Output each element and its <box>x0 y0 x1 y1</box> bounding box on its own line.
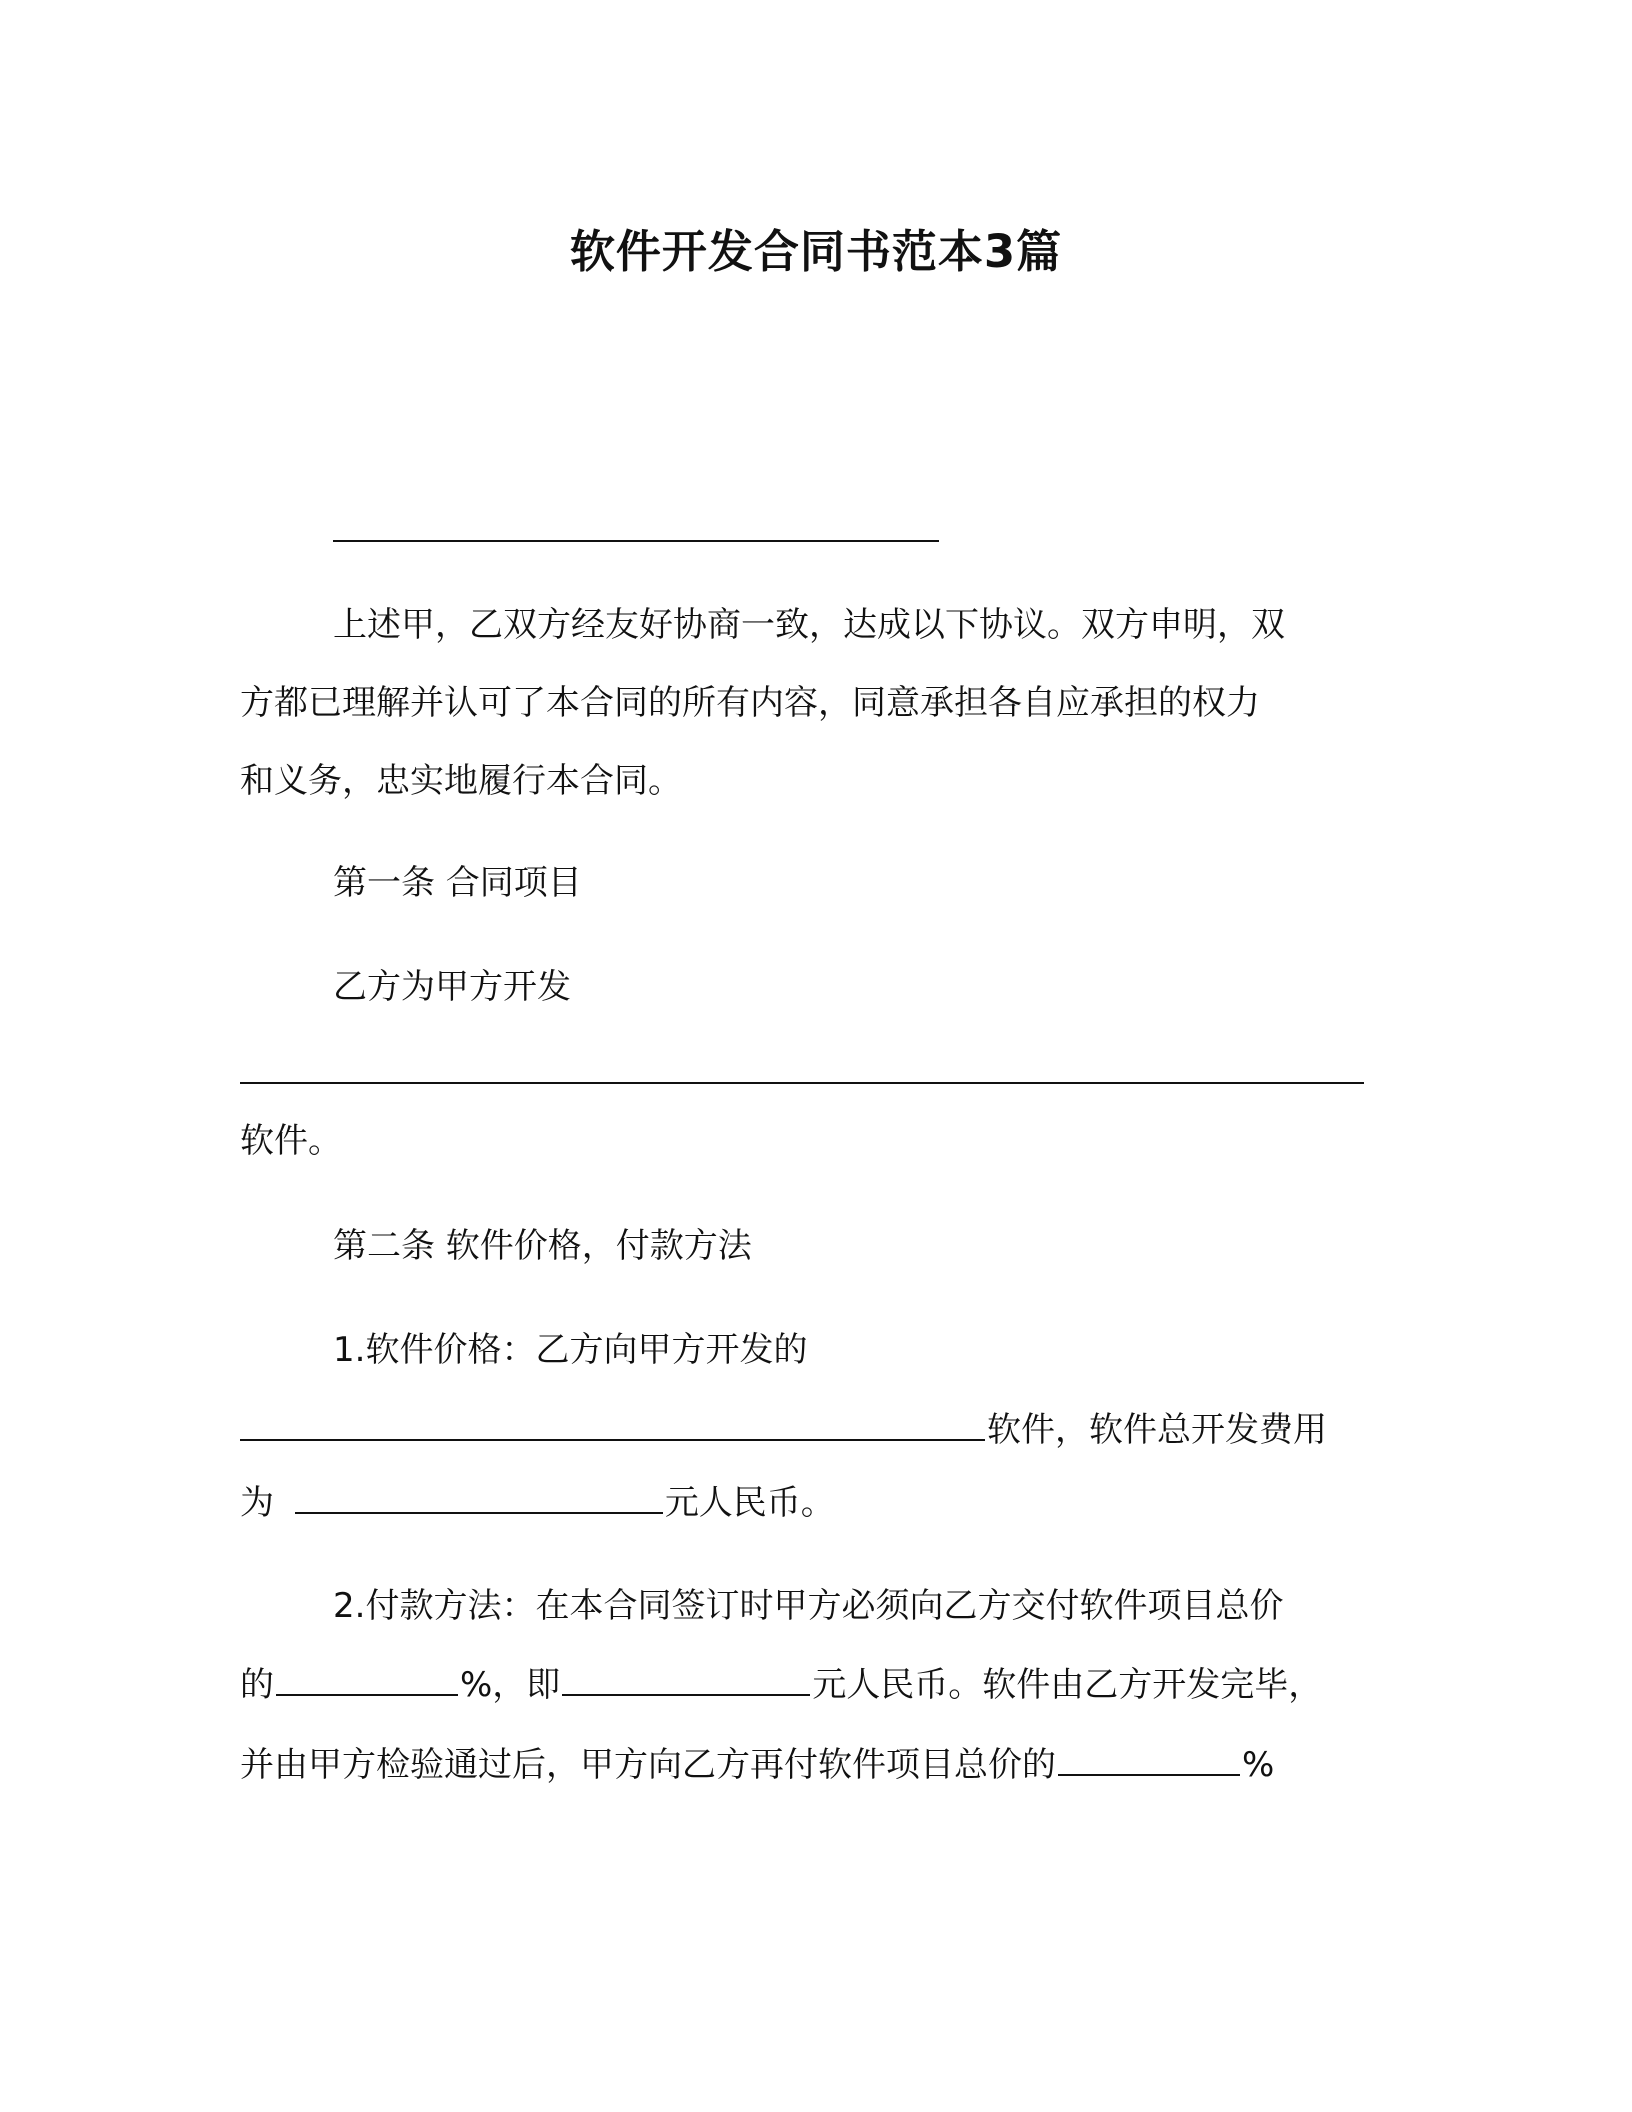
software-name-blank <box>240 1082 1364 1084</box>
intro-line-1: 上述甲，乙双方经友好协商一致，达成以下协议。双方申明，双 <box>333 605 1285 645</box>
price-line-1: 1.软件价格：乙方向甲方开发的 <box>333 1330 808 1370</box>
software-blank <box>240 1409 985 1441</box>
initial-percent-blank <box>276 1664 458 1696</box>
article-1-text: 乙方为甲方开发 <box>333 967 571 1007</box>
price-line-2 <box>240 1407 1327 1453</box>
payment-line-3 <box>240 1742 1274 1788</box>
initial-amount-blank <box>562 1664 810 1696</box>
document-title: 软件开发合同书范本3篇 <box>569 225 1063 278</box>
price-line-3-suffix: 元人民币。 <box>664 1483 835 1523</box>
payment-line-2-prefix: 的 <box>240 1665 274 1705</box>
payment-line-3-text: 并由甲方检验通过后，甲方向乙方再付软件项目总价的 <box>240 1745 1056 1785</box>
intro-line-3: 和义务，忠实地履行本合同。 <box>240 761 682 801</box>
intro-line-2: 方都已理解并认可了本合同的所有内容，同意承担各自应承担的权力 <box>240 683 1260 723</box>
payment-line-2-percent: %，即 <box>460 1665 561 1705</box>
payment-line-3-percent: % <box>1242 1745 1275 1785</box>
party-blank-line <box>333 540 939 542</box>
payment-line-2-suffix: 元人民币。软件由乙方开发完毕， <box>812 1665 1323 1705</box>
price-line-3 <box>240 1480 835 1526</box>
price-line-3-prefix: 为 <box>240 1483 274 1523</box>
article-2-heading: 第二条 软件价格，付款方法 <box>333 1226 752 1266</box>
price-line-2-text: 软件，软件总开发费用 <box>987 1410 1327 1450</box>
payment-line-2 <box>240 1662 1322 1708</box>
final-percent-blank <box>1058 1744 1240 1776</box>
payment-line-1: 2.付款方法：在本合同签订时甲方必须向乙方交付软件项目总价 <box>333 1586 1284 1626</box>
article-1-suffix: 软件。 <box>240 1121 342 1161</box>
total-fee-blank <box>295 1482 663 1514</box>
article-1-heading: 第一条 合同项目 <box>333 863 582 903</box>
